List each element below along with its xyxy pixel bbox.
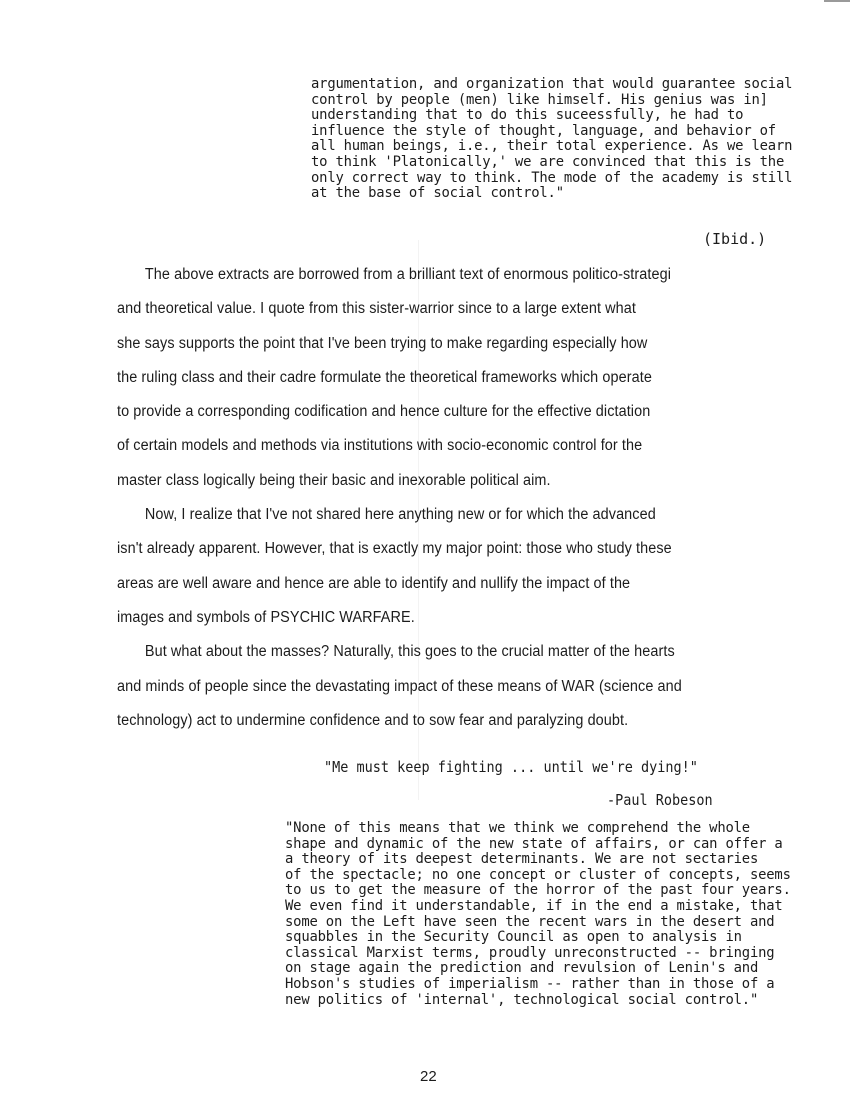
quote-line: argumentation, and organization that would guarantee social <box>311 75 793 92</box>
quote-line: control by people (men) like himself. His genius was in] <box>311 90 768 108</box>
paragraph-2 <box>117 498 850 635</box>
quote-line: to think 'Platonically,' we are convinced that this is the <box>311 152 785 170</box>
body-line: and theoretical value. I quote from this sister-warrior since to a large extent what <box>117 300 636 318</box>
quote-line: a theory of its deepest determinants. We are not sectaries <box>285 850 759 868</box>
quote-line: new politics of 'internal', technological social control." <box>285 990 759 1008</box>
body-line: images and symbols of PSYCHIC WARFARE. <box>117 608 415 626</box>
body-line: master class logically being their basic and inexorable political aim. <box>117 471 551 489</box>
quote-line: of the spectacle; no one concept or cluster of concepts, seems <box>285 865 791 883</box>
quote-line: understanding that to do this suceessfully, he had to <box>311 106 744 124</box>
body-line: and minds of people since the devastating impact of these means of WAR (science and <box>117 677 682 695</box>
page-number: 22 <box>420 1068 437 1085</box>
body-line: Now, I realize that I've not shared here anything new or for which the advanced <box>144 506 656 524</box>
body-text <box>117 258 850 738</box>
body-line: But what about the masses? Naturally, this goes to the crucial matter of the hearts <box>144 643 675 661</box>
quote-line: "None of this means that we think we comprehend the whole <box>285 819 750 836</box>
block-quote-bottom <box>285 820 791 1007</box>
quote-line: influence the style of thought, language, and behavior of <box>311 121 776 139</box>
paragraph-3 <box>117 635 850 738</box>
quote-line: squabbles in the Security Council as open to analysis in <box>285 928 742 946</box>
body-line: areas are well aware and hence are able to identify and nullify the impact of the <box>117 574 631 592</box>
scan-edge-artifact <box>824 0 850 2</box>
quote-line: shape and dynamic of the new state of affairs, or can offer a <box>285 834 783 852</box>
quote-line: only correct way to think. The mode of the academy is still <box>311 168 793 186</box>
citation-ibid: (Ibid.) <box>703 230 767 248</box>
quote-line: at the base of social control." <box>311 184 564 202</box>
body-line: of certain models and methods via institutions with socio-economic control for the <box>117 437 643 455</box>
epigraph-author: -Paul Robeson <box>607 791 713 809</box>
epigraph-quote: "Me must keep fighting ... until we're dying!" <box>324 758 698 776</box>
body-line: to provide a corresponding codification and hence culture for the effective dictation <box>117 403 651 421</box>
quote-line: We even find it understandable, if in the end a mistake, that <box>285 896 783 914</box>
body-line: she says supports the point that I've been trying to make regarding especially how <box>117 334 648 352</box>
block-quote-top <box>311 76 792 201</box>
quote-line: classical Marxist terms, proudly unreconstructed -- bringing <box>285 943 775 961</box>
body-line: technology) act to undermine confidence and to sow fear and paralyzing doubt. <box>117 711 629 729</box>
body-line: isn't already apparent. However, that is exactly my major point: those who study these <box>117 540 672 558</box>
quote-line: all human beings, i.e., their total experience. As we learn <box>311 137 793 155</box>
paragraph-1 <box>117 258 850 498</box>
quote-line: to us to get the measure of the horror of the past four years. <box>285 881 791 899</box>
body-line: The above extracts are borrowed from a brilliant text of enormous politico-strategi <box>144 266 672 283</box>
body-line: the ruling class and their cadre formulate the theoretical frameworks which operate <box>117 368 652 386</box>
quote-line: Hobson's studies of imperialism -- rather than in those of a <box>285 974 775 992</box>
quote-line: some on the Left have seen the recent wars in the desert and <box>285 912 775 930</box>
quote-line: on stage again the prediction and revulsion of Lenin's and <box>285 959 759 977</box>
